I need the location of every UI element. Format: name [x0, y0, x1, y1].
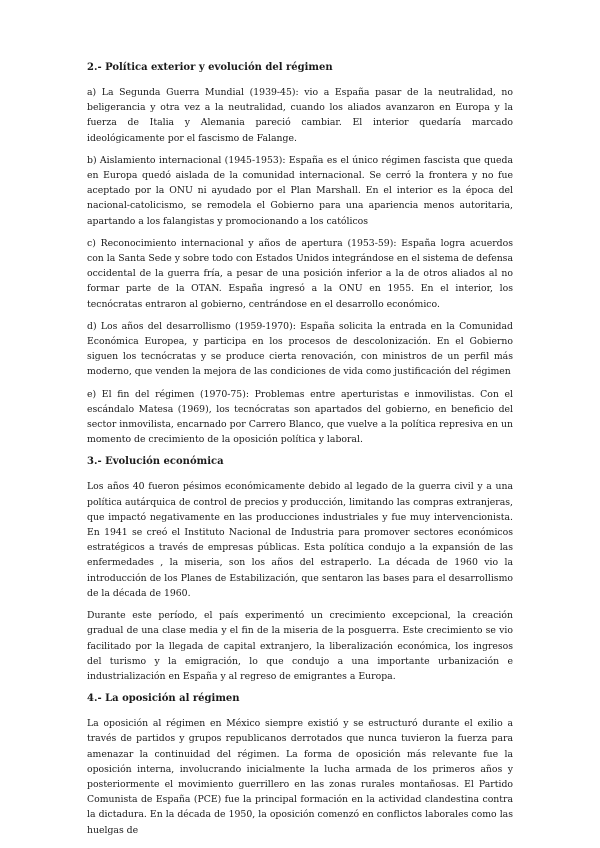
paragraph: c) Reconocimiento internacional y años de apertura (1953-59): España logra acuerdos con la Santa Sede y sobre todo con Estados Unidos integrándose en el sistema de defensa occidental de la guerra fría, a pesar de una posición inferior a la de otros aliados al no formar parte de la OTAN. España ingresó a la ONU en 1955. En el interior, los tecnócratas entraron al gobierno, centrándose en el desarrollo económico. — [87, 237, 513, 310]
section-politica-exterior — [87, 60, 513, 447]
paragraph: d) Los años del desarrollismo (1959-1970): España solicita la entrada en la Comunidad Económica Europea, y participa en los procesos de descolonización. En el Gobierno siguen los tecnócratas y se produce cierta renovación, con ministros de un perfil más moderno, que venden la mejora de las condiciones de vida como justificación del régimen — [87, 320, 513, 378]
section-evolucion-economica — [87, 454, 513, 684]
paragraph: Durante este período, el país experimentó un crecimiento excepcional, la creación gradual de una clase media y el fin de la miseria de la posguerra. Este crecimiento se vio facilitado por la llegada de capital extranjero, la liberalización económica, los ingresos del turismo y la emigración, lo que condujo a una importante urbanización e industrialización en España y al regreso de emigrantes a Europa. — [87, 610, 513, 682]
paragraph: La oposición al régimen en México siempre existió y se estructuró durante el exilio a través de partidos y grupos republicanos derrotados que nunca tuvieron la fuerza para amenazar la continuidad del régimen. La forma de oposición más relevante fue la oposición interna, involucrando inicialmente la lucha armada de los primeros años y posteriormente el movimiento guerrillero en las zonas rurales montañosas. El Partido Comunista de España (PCE) fue la principal formación en la actividad clandestina contra la dictadura. En la década de 1950, la oposición comenzó en conflictos laborales como las huelgas de — [87, 718, 513, 836]
section-heading: 4.- La oposición al régimen — [87, 693, 240, 705]
paragraph: e) El fin del régimen (1970-75): Problemas entre aperturistas e inmovilistas. Con el escándalo Matesa (1969), los tecnócratas son apartados del gobierno, en beneficio del sector inmovilista, encarnado por Carrero Blanco, que vuelve a la política represiva en un momento de crecimiento de la oposición política y laboral. — [87, 388, 513, 446]
paragraph: b) Aislamiento internacional (1945-1953): España es el único régimen fascista que queda en Europa quedó aislada de la comunidad internacional. Se cerró la frontera y no fue aceptado por la ONU ni ayudado por el Plan Marshall. En el interior es la época del nacional-catolicismo, se remodela el Gobierno para una apariencia menos autoritaria, apartando a los falangistas y promocionando a los católicos — [87, 154, 513, 227]
section-heading: 2.- Política exterior y evolución del régimen — [87, 62, 333, 73]
section-oposicion — [87, 691, 513, 838]
paragraph: a) La Segunda Guerra Mundial (1939-45): vio a España pasar de la neutralidad, no beligerancia y otra vez a la neutralidad, cuando los aliados avanzaron en Europa y la fuerza de Italia y Alemania pareció cambiar. El interior quedaría marcado ideológicamente por el fascismo de Falange. — [87, 87, 513, 144]
section-heading: 3.- Evolución económica — [87, 456, 224, 468]
paragraph: Los años 40 fueron pésimos económicamente debido al legado de la guerra civil y a una política autárquica de control de precios y producción, limitando las compras extranjeras, que impactó negativamente en las producciones industriales y fue muy intervencionista. En 1941 se creó el Instituto Nacional de Industria para promover sectores económicos estratégicos a través de empresas públicas. Esta política condujo a la expansión de las enfermedades , la miseria, son los años del estraperlo. La década de 1960 vio la introducción de los Planes de Estabilización, que sentaron las bases para el desarrollismo de la década de 1960. — [87, 481, 513, 599]
